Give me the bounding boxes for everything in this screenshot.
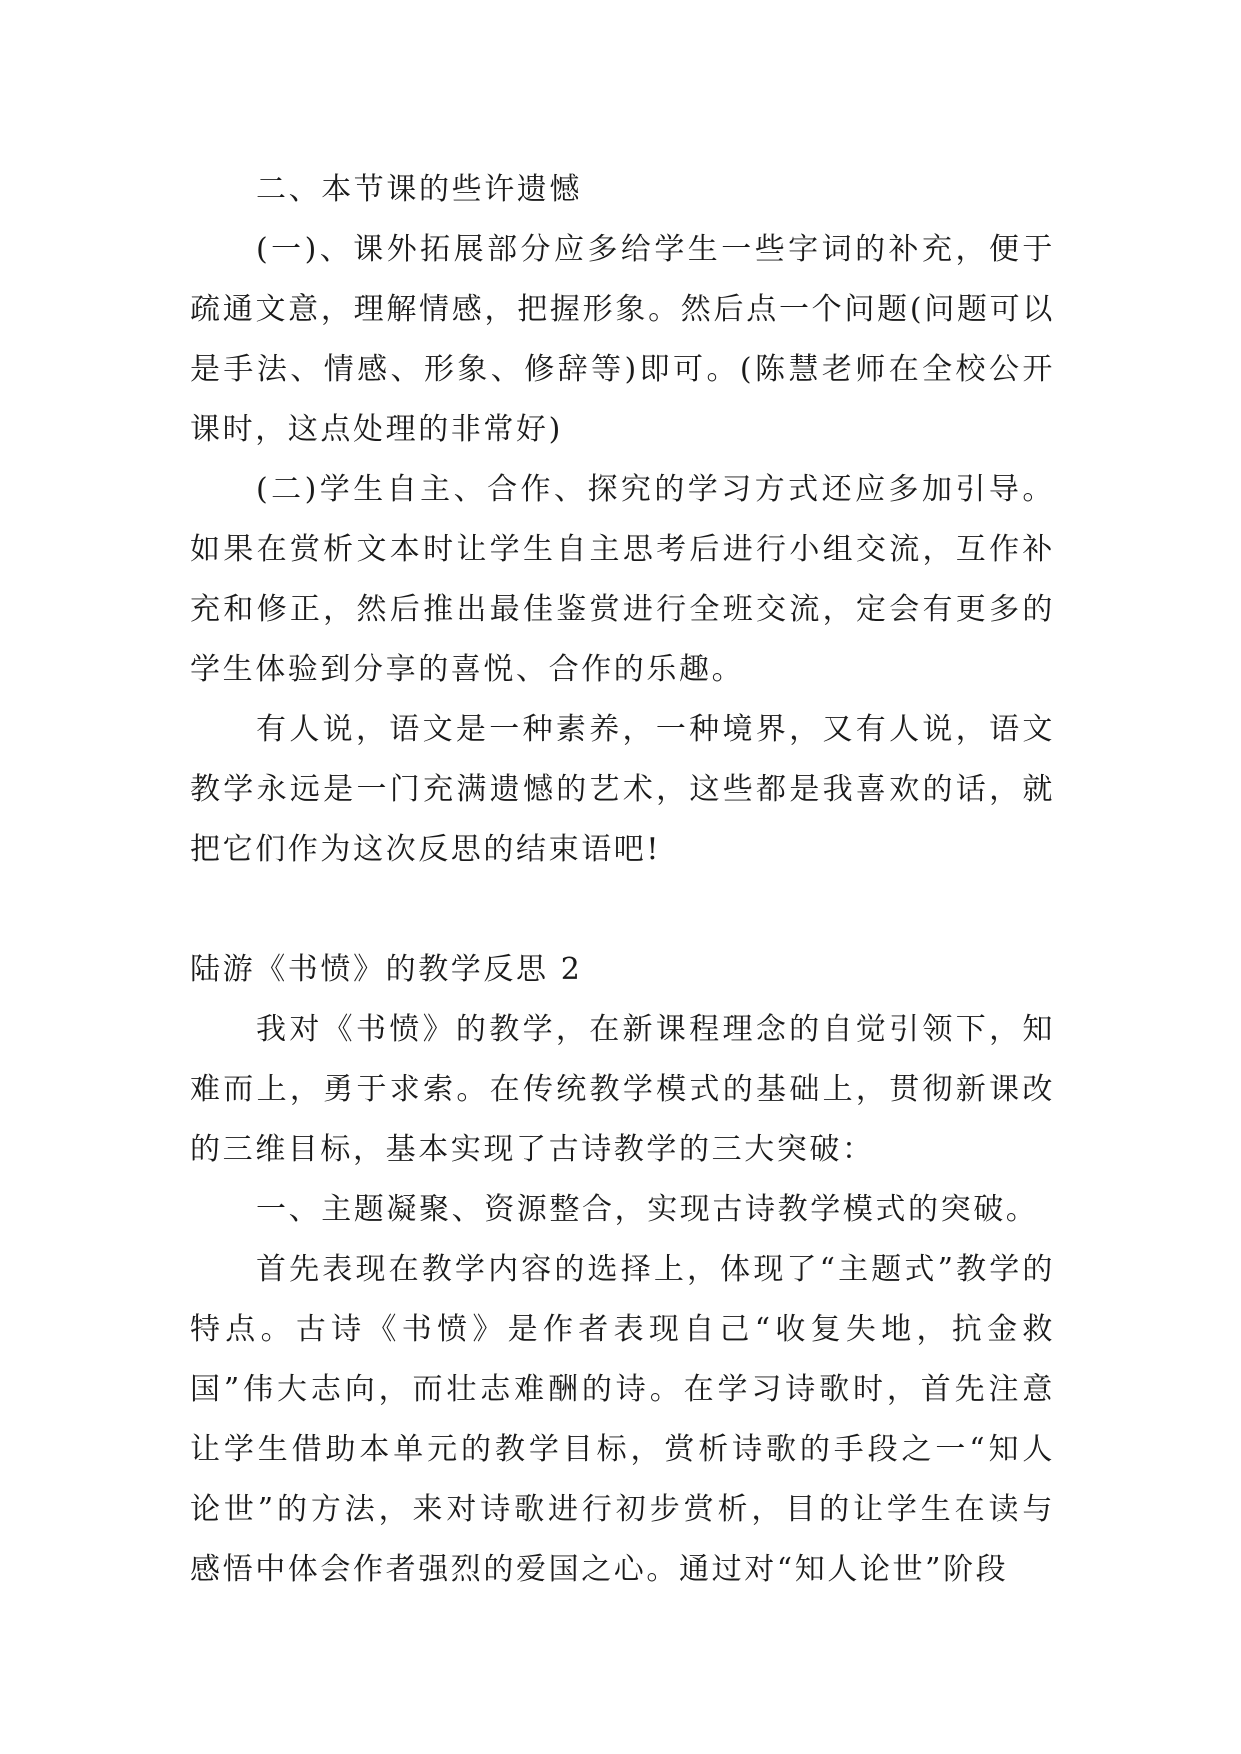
paragraph: 我对《书愤》的教学，在新课程理念的自觉引领下，知难而上，勇于求索。在传统教学模式的基础上，贯彻新课改的三维目标，基本实现了古诗教学的三大突破： — [190, 1012, 1055, 1167]
article-title: 陆游《书愤》的教学反思 2 — [190, 952, 583, 987]
paragraph: 一、主题凝聚、资源整合，实现古诗教学模式的突破。 — [256, 1192, 1039, 1227]
paragraph: (二)学生自主、合作、探究的学习方式还应多加引导。如果在赏析文本时让学生自主思考后进行小组交流，互作补充和修正，然后推出最佳鉴赏进行全班交流，定会有更多的学生体验到分享的喜悦、合作的乐趣。 — [190, 472, 1055, 687]
paragraph: 首先表现在教学内容的选择上，体现了“主题式”教学的特点。古诗《书愤》是作者表现自己“收复失地，抗金救国”伟大志向，而壮志难酬的诗。在学习诗歌时，首先注意让学生借助本单元的教学目标，赏析诗歌的手段之一“知人论世”的方法，来对诗歌进行初步赏析，目的让学生在读与感悟中体会作者强烈的爱国之心。通过对“知人论世”阶段 — [190, 1252, 1055, 1587]
document-body — [190, 160, 1055, 1600]
paragraph: 有人说，语文是一种素养，一种境界，又有人说，语文教学永远是一门充满遗憾的艺术，这些都是我喜欢的话，就把它们作为这次反思的结束语吧! — [190, 712, 1055, 867]
paragraph: (一)、课外拓展部分应多给学生一些字词的补充，便于疏通文意，理解情感，把握形象。然后点一个问题(问题可以是手法、情感、形象、修辞等)即可。(陈慧老师在全校公开课时，这点处理的非常好) — [190, 232, 1055, 447]
section-heading-regrets: 二、本节课的些许遗憾 — [256, 172, 582, 207]
section-spacer — [190, 880, 1055, 940]
